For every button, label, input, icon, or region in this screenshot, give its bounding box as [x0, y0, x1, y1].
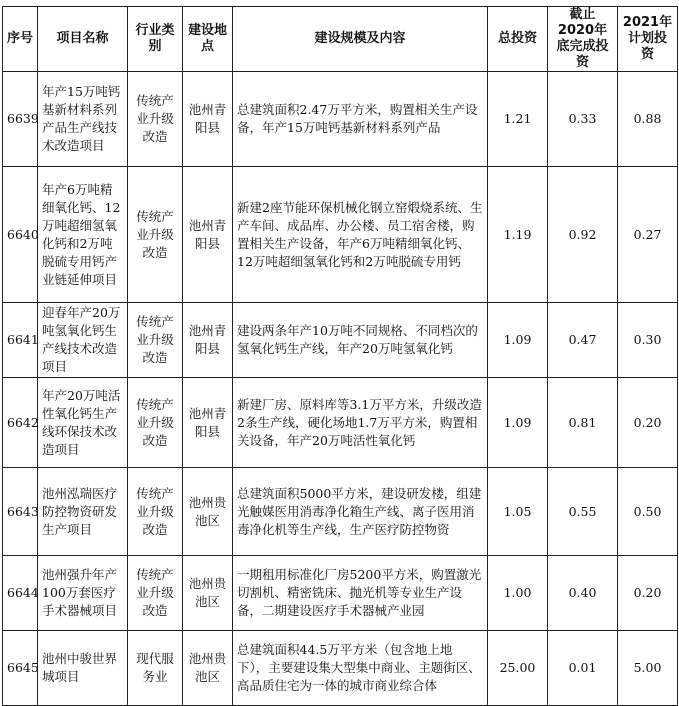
row-plan-2021: 0.20 [618, 556, 678, 631]
row-location: 池州贵池区 [183, 556, 233, 631]
row-scope: 新建厂房、原料库等3.1万平方米，升级改造2条生产线，硬化场地1.7万平方米，购置相关设备，年产20万吨活性氧化钙 [233, 378, 488, 468]
row-done-2020: 0.55 [548, 468, 618, 556]
row-plan-2021: 0.20 [618, 378, 678, 468]
row-no: 6640 [3, 167, 38, 303]
row-industry: 现代服务业 [128, 631, 183, 706]
row-no: 6644 [3, 556, 38, 631]
row-industry: 传统产业升级改造 [128, 378, 183, 468]
row-total: 25.00 [488, 631, 548, 706]
header-done-2020: 截止2020年底完成投资 [548, 7, 618, 72]
row-location: 池州青阳县 [183, 303, 233, 378]
row-location: 池州青阳县 [183, 378, 233, 468]
row-done-2020: 0.40 [548, 556, 618, 631]
row-no: 6645 [3, 631, 38, 706]
row-plan-2021: 0.50 [618, 468, 678, 556]
header-no: 序号 [3, 7, 38, 72]
row-no: 6643 [3, 468, 38, 556]
row-done-2020: 0.92 [548, 167, 618, 303]
row-name: 迎春年产20万吨氢氧化钙生产线技术改造项目 [38, 303, 128, 378]
row-scope: 总建筑面积5000平方米，建设研发楼，组建光触媒医用消毒净化箱生产线、离子医用消毒净化机等生产线，生产医疗防控物资 [233, 468, 488, 556]
row-name: 年产6万吨精细氧化钙、12万吨超细氢氧化钙和2万吨脱硫专用钙产业链延伸项目 [38, 167, 128, 303]
row-done-2020: 0.01 [548, 631, 618, 706]
row-total: 1.21 [488, 72, 548, 167]
header-name: 项目名称 [38, 7, 128, 72]
row-plan-2021: 0.27 [618, 167, 678, 303]
row-industry: 传统产业升级改造 [128, 556, 183, 631]
row-industry: 传统产业升级改造 [128, 167, 183, 303]
row-no: 6642 [3, 378, 38, 468]
row-location: 池州贵池区 [183, 631, 233, 706]
row-no: 6641 [3, 303, 38, 378]
row-name: 池州泓瑞医疗防控物资研发生产项目 [38, 468, 128, 556]
row-total: 1.00 [488, 556, 548, 631]
row-done-2020: 0.33 [548, 72, 618, 167]
row-plan-2021: 0.30 [618, 303, 678, 378]
row-total: 1.05 [488, 468, 548, 556]
row-industry: 传统产业升级改造 [128, 72, 183, 167]
table-row [3, 72, 678, 167]
row-total: 1.09 [488, 378, 548, 468]
investment-project-table [2, 6, 678, 706]
row-name: 池州中骏世界城项目 [38, 631, 128, 706]
header-total: 总投资 [488, 7, 548, 72]
table-row [3, 378, 678, 468]
header-plan-2021: 2021年计划投资 [618, 7, 678, 72]
row-scope: 一期租用标准化厂房5200平方米，购置激光切割机、精密铣床、抛光机等专业生产设备，二期建设医疗手术器械产业园 [233, 556, 488, 631]
table-row [3, 167, 678, 303]
header-row [3, 7, 678, 72]
row-no: 6639 [3, 72, 38, 167]
row-location: 池州青阳县 [183, 167, 233, 303]
header-industry: 行业类别 [128, 7, 183, 72]
row-industry: 传统产业升级改造 [128, 468, 183, 556]
table-row [3, 556, 678, 631]
table-row [3, 468, 678, 556]
row-name: 年产20万吨活性氧化钙生产线环保技术改造项目 [38, 378, 128, 468]
header-location: 建设地点 [183, 7, 233, 72]
row-plan-2021: 0.88 [618, 72, 678, 167]
row-done-2020: 0.47 [548, 303, 618, 378]
row-scope: 总建筑面积44.5万平方米（包含地上地下），主要建设集大型集中商业、主题街区、高品质住宅为一体的城市商业综合体 [233, 631, 488, 706]
row-location: 池州贵池区 [183, 468, 233, 556]
table-row [3, 631, 678, 706]
table-row [3, 303, 678, 378]
row-total: 1.09 [488, 303, 548, 378]
header-scope: 建设规模及内容 [233, 7, 488, 72]
row-industry: 传统产业升级改造 [128, 303, 183, 378]
row-total: 1.19 [488, 167, 548, 303]
row-scope: 建设两条年产10万吨不同规格、不同档次的氢氧化钙生产线，年产20万吨氢氧化钙 [233, 303, 488, 378]
row-done-2020: 0.81 [548, 378, 618, 468]
row-location: 池州青阳县 [183, 72, 233, 167]
row-scope: 总建筑面积2.47万平方米，购置相关生产设备，年产15万吨钙基新材料系列产品 [233, 72, 488, 167]
row-name: 池州强升年产100万套医疗手术器械项目 [38, 556, 128, 631]
row-scope: 新建2座节能环保机械化钢立窑煅烧系统、生产车间、成品库、办公楼、员工宿舍楼，购置相关生产设备，年产6万吨精细氧化钙、12万吨超细氢氧化钙和2万吨脱硫专用钙 [233, 167, 488, 303]
row-plan-2021: 5.00 [618, 631, 678, 706]
row-name: 年产15万吨钙基新材料系列产品生产线技术改造项目 [38, 72, 128, 167]
